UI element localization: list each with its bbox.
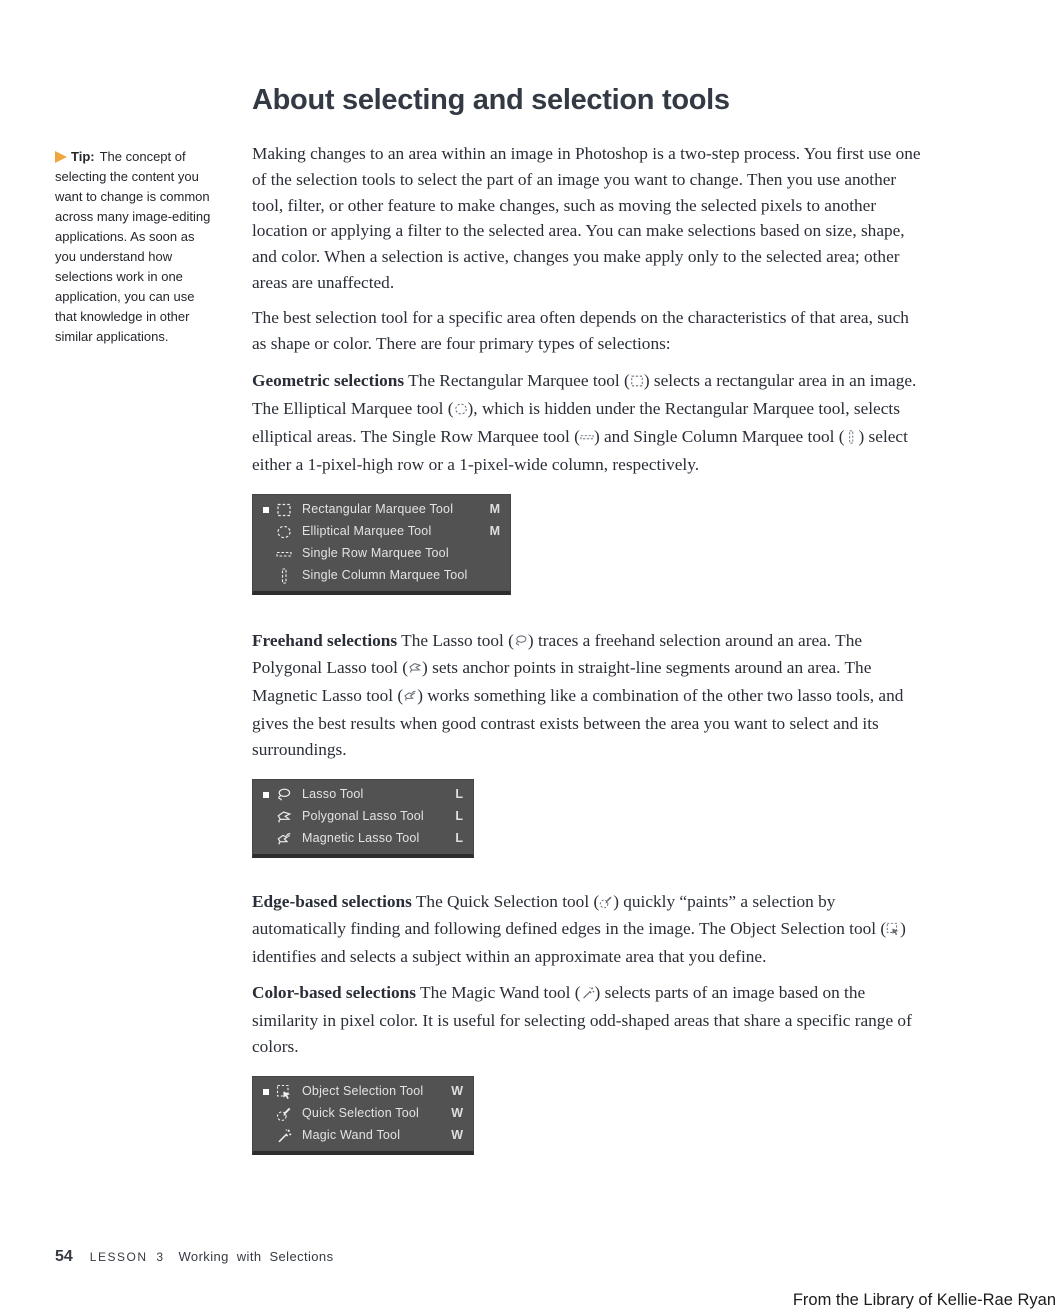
lasso-tools-flyout-screenshot: [252, 779, 474, 858]
magic-wand-inline-icon: [581, 982, 595, 1008]
freehand-selections-lead: Freehand selections: [252, 630, 398, 650]
object-selection-icon: [276, 1084, 292, 1100]
menu-item-magnetic-lasso: Magnetic Lasso Tool L: [253, 828, 473, 850]
quick-selection-icon: [276, 1106, 292, 1122]
menu-item-single-row-marquee: Single Row Marquee Tool: [253, 543, 510, 565]
tip-label: Tip:: [71, 149, 95, 164]
shortcut-key: L: [455, 830, 463, 845]
magnetic-lasso-inline-icon: [403, 685, 417, 711]
shortcut-key: L: [455, 786, 463, 801]
intro-paragraph-1: Making changes to an area within an image in Photoshop is a two-step process. You first use one of the selection tools to select the part of an image you want to change. Then you use another tool, filter, or other feature to make changes, such as moving the selected pixels to another location or applying a filter to the selected area. You can make selections based on size, shape, and color. When a selection is active, changes you make apply only to the selected area; other areas are unaffected.: [252, 144, 921, 292]
page-title: About selecting and selection tools: [252, 84, 730, 116]
lasso-inline-icon: [514, 630, 528, 656]
menu-item-lasso: Lasso Tool L: [253, 784, 473, 806]
shortcut-key: W: [451, 1128, 463, 1143]
menu-item-polygonal-lasso: Polygonal Lasso Tool L: [253, 806, 473, 828]
object-selection-inline-icon: [886, 918, 900, 944]
elliptical-marquee-icon: [276, 524, 292, 540]
lesson-label: LESSON 3: [89, 1250, 165, 1264]
watermark: From the Library of Kellie-Rae Ryan: [792, 1291, 1056, 1309]
single-column-marquee-inline-icon: [844, 426, 858, 452]
color-based-selections-paragraph: Color-based selections The Magic Wand tool ( ) selects parts of an image based on the similarity in pixel color. It is useful for selecting odd-shaped areas that share a specific range of colors.: [252, 982, 912, 1056]
menu-item-object-selection: Object Selection Tool W: [253, 1081, 473, 1103]
freehand-selections-paragraph: Freehand selections The Lasso tool ( ) traces a freehand selection around an area. The Polygonal Lasso tool ( ) sets anchor points in straight-line segments around an area. The Magnetic Lasso tool ( ) works something like a combination of the other two lasso tools, and gives the best results when good contrast exists between the area you want to select and its surroundings.: [252, 630, 904, 759]
shortcut-key: M: [489, 501, 500, 516]
selected-marker: [263, 1089, 269, 1095]
single-column-marquee-icon: [276, 568, 292, 584]
polygonal-lasso-icon: [276, 809, 292, 825]
shortcut-key: W: [451, 1106, 463, 1121]
magnetic-lasso-icon: [276, 831, 292, 847]
marquee-tools-flyout-screenshot: [252, 494, 511, 595]
single-row-marquee-inline-icon: [580, 426, 594, 452]
tip-note: [55, 147, 219, 347]
chapter-title: Working with Selections: [178, 1249, 334, 1264]
menu-item-single-column-marquee: Single Column Marquee Tool: [253, 565, 510, 587]
page-footer: [55, 1248, 333, 1266]
tip-arrow-icon: [55, 151, 67, 163]
elliptical-marquee-inline-icon: [454, 398, 468, 424]
quick-selection-inline-icon: [599, 891, 613, 917]
shortcut-key: W: [451, 1084, 463, 1099]
rectangular-marquee-inline-icon: [630, 370, 644, 396]
edge-based-selections-lead: Edge-based selections: [252, 891, 412, 911]
shortcut-key: M: [489, 523, 500, 538]
magic-wand-icon: [276, 1128, 292, 1144]
menu-item-elliptical-marquee: Elliptical Marquee Tool M: [253, 521, 510, 543]
geometric-selections-paragraph: Geometric selections The Rectangular Marquee tool ( ) selects a rectangular area in an image. The Elliptical Marquee tool ( ), which is hidden under the Rectangular Marquee tool, selects elliptical areas. The Single Row Marquee tool ( ) and Single Column Marquee tool ( ) select either a 1-pixel-high row or a 1-pixel-wide column, respectively.: [252, 371, 917, 474]
main-column: [252, 141, 922, 1155]
selected-marker: [263, 507, 269, 513]
tip-text: The concept of selecting the content you want to change is common across many image-editing applications. As soon as you understand how selections work in one application, you can use that knowledge in other similar applications.: [55, 149, 211, 344]
menu-item-magic-wand: Magic Wand Tool W: [253, 1125, 473, 1147]
menu-item-quick-selection: Quick Selection Tool W: [253, 1103, 473, 1125]
wand-tools-flyout-screenshot: [252, 1076, 474, 1155]
edge-based-selections-paragraph: Edge-based selections The Quick Selection tool ( ) quickly “paints” a selection by automatically finding and following defined edges in the image. The Object Selection tool ( ) identifies and selects a subject within an approximate area that you define.: [252, 891, 906, 967]
single-row-marquee-icon: [276, 546, 292, 562]
intro-paragraph-2: The best selection tool for a specific area often depends on the characteristics of that area, such as shape or color. There are four primary types of selections:: [252, 307, 909, 353]
geometric-selections-lead: Geometric selections: [252, 371, 405, 391]
menu-item-rectangular-marquee: Rectangular Marquee Tool M: [253, 499, 510, 521]
page-number: 54: [55, 1248, 73, 1265]
rectangular-marquee-icon: [276, 502, 292, 518]
selected-marker: [263, 792, 269, 798]
lasso-icon: [276, 787, 292, 803]
polygonal-lasso-inline-icon: [408, 657, 422, 683]
color-based-selections-lead: Color-based selections: [252, 982, 416, 1002]
shortcut-key: L: [455, 808, 463, 823]
